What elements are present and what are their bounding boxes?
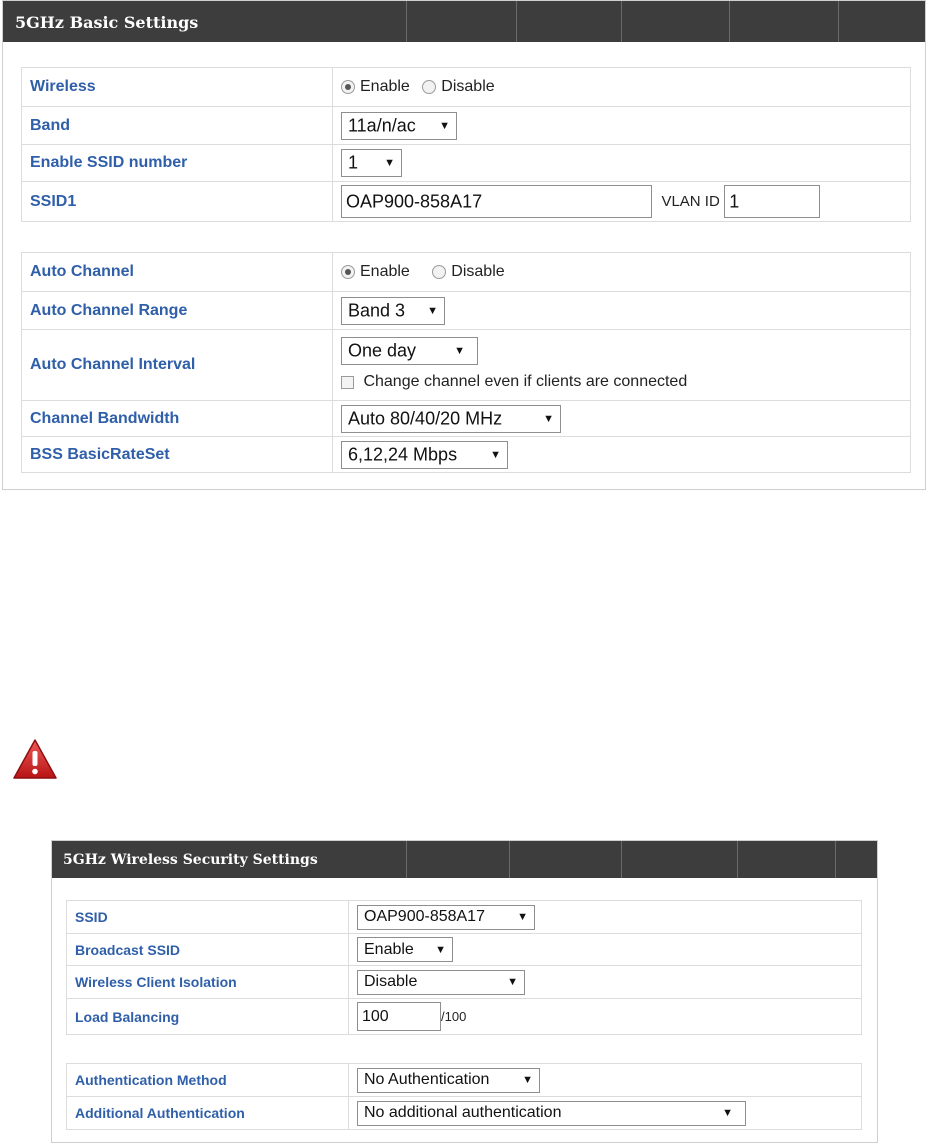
channel-bandwidth-value: Auto 80/40/20 MHz <box>348 408 503 428</box>
auto-channel-interval-label: Auto Channel Interval <box>22 330 333 401</box>
ssid-number-label: Enable SSID number <box>22 145 333 182</box>
auto-channel-enable-label: Enable <box>360 262 410 280</box>
client-isolation-label: Wireless Client Isolation <box>67 966 349 999</box>
wireless-options <box>333 68 911 107</box>
chevron-down-icon: ▼ <box>384 157 395 169</box>
additional-auth-select[interactable] <box>357 1101 746 1126</box>
channel-bandwidth-label: Channel Bandwidth <box>22 401 333 437</box>
vlan-id-label: VLAN ID <box>661 193 720 210</box>
basic-settings-header <box>3 1 925 42</box>
client-isolation-select[interactable] <box>357 970 525 995</box>
security-settings-title: 5GHz Wireless Security Settings <box>63 852 318 868</box>
ssid-number-value: 1 <box>348 152 359 173</box>
load-balancing-label: Load Balancing <box>67 999 349 1035</box>
ssid-number-select[interactable] <box>341 149 402 177</box>
channel-bandwidth-select[interactable] <box>341 405 561 433</box>
chevron-down-icon: ▼ <box>522 1074 533 1086</box>
load-balancing-suffix: /100 <box>441 1009 467 1024</box>
wireless-label: Wireless <box>22 68 333 107</box>
auto-channel-range-value: Band 3 <box>348 300 406 320</box>
band-select-value: 11a/n/ac <box>348 115 416 135</box>
row-bss-rate <box>22 437 911 473</box>
row-auto-channel-range <box>22 292 911 330</box>
header-divider <box>509 841 510 878</box>
row-wireless <box>22 68 911 107</box>
row-auto-channel <box>22 253 911 292</box>
auto-channel-label: Auto Channel <box>22 253 333 292</box>
vlan-id-value: 1 <box>729 191 740 211</box>
auto-channel-range-label: Auto Channel Range <box>22 292 333 330</box>
chevron-down-icon: ▼ <box>722 1107 733 1119</box>
row-load-balancing <box>67 999 862 1035</box>
header-divider <box>406 841 407 878</box>
wireless-enable-label: Enable <box>360 77 410 95</box>
basic-wireless-table <box>21 67 911 222</box>
row-broadcast-ssid <box>67 934 862 966</box>
bss-rate-label: BSS BasicRateSet <box>22 437 333 473</box>
load-balancing-input[interactable] <box>357 1002 441 1031</box>
wireless-enable-radio[interactable] <box>341 80 355 94</box>
broadcast-ssid-label: Broadcast SSID <box>67 934 349 966</box>
additional-auth-value: No additional authentication <box>364 1104 562 1121</box>
header-divider <box>835 841 836 878</box>
header-divider <box>729 1 730 42</box>
ssid-select[interactable] <box>357 905 535 930</box>
additional-auth-label: Additional Authentication <box>67 1097 349 1130</box>
auto-channel-interval-select[interactable] <box>341 337 478 365</box>
row-auth-method <box>67 1064 862 1097</box>
chevron-down-icon: ▼ <box>454 345 465 357</box>
chevron-down-icon: ▼ <box>439 119 450 132</box>
ssid1-input-value: OAP900-858A17 <box>346 191 483 211</box>
broadcast-ssid-value: Enable <box>364 940 414 958</box>
security-basic-table <box>66 900 862 1035</box>
auto-channel-disable-label: Disable <box>451 262 505 280</box>
vlan-id-input[interactable] <box>724 185 820 218</box>
security-settings-header <box>52 841 877 878</box>
band-select[interactable] <box>341 112 457 140</box>
warning-icon <box>12 738 58 780</box>
row-band <box>22 107 911 145</box>
row-ssid-select <box>67 901 862 934</box>
row-auto-channel-interval <box>22 330 911 401</box>
auto-channel-disable-radio[interactable] <box>432 265 446 279</box>
row-additional-auth <box>67 1097 862 1130</box>
bss-rate-value: 6,12,24 Mbps <box>348 444 458 464</box>
ssid1-input[interactable] <box>341 185 652 218</box>
row-client-isolation <box>67 966 862 999</box>
header-divider <box>737 841 738 878</box>
bss-rate-select[interactable] <box>341 441 508 469</box>
header-divider <box>621 1 622 42</box>
auth-method-select[interactable] <box>357 1068 540 1093</box>
header-divider <box>516 1 517 42</box>
chevron-down-icon: ▼ <box>427 304 438 317</box>
security-auth-table <box>66 1063 862 1130</box>
broadcast-ssid-select[interactable] <box>357 937 453 962</box>
change-channel-checkbox[interactable] <box>341 376 354 389</box>
security-settings-panel <box>51 840 878 1143</box>
auto-channel-interval-value: One day <box>348 340 417 361</box>
row-ssid1 <box>22 182 911 222</box>
auth-method-value: No Authentication <box>364 1071 490 1088</box>
ssid-label: SSID <box>67 901 349 934</box>
auto-channel-range-select[interactable] <box>341 297 445 325</box>
chevron-down-icon: ▼ <box>507 976 518 988</box>
ssid-select-value: OAP900-858A17 <box>364 908 485 925</box>
basic-settings-panel <box>2 0 926 490</box>
chevron-down-icon: ▼ <box>435 943 446 956</box>
row-ssid-number <box>22 145 911 182</box>
chevron-down-icon: ▼ <box>543 412 554 425</box>
ssid1-label: SSID1 <box>22 182 333 222</box>
auto-channel-enable-radio[interactable] <box>341 265 355 279</box>
header-divider <box>621 841 622 878</box>
wireless-disable-radio[interactable] <box>422 80 436 94</box>
chevron-down-icon: ▼ <box>517 911 528 923</box>
client-isolation-value: Disable <box>364 973 418 990</box>
wireless-disable-label: Disable <box>441 77 495 95</box>
row-channel-bandwidth <box>22 401 911 437</box>
change-channel-label: Change channel even if clients are connected <box>363 373 688 390</box>
basic-channel-table <box>21 252 911 473</box>
load-balancing-value: 100 <box>362 1007 389 1025</box>
auth-method-label: Authentication Method <box>67 1064 349 1097</box>
header-divider <box>838 1 839 42</box>
chevron-down-icon: ▼ <box>490 448 501 461</box>
basic-settings-title: 5GHz Basic Settings <box>15 13 199 32</box>
band-label: Band <box>22 107 333 145</box>
header-divider <box>406 1 407 42</box>
